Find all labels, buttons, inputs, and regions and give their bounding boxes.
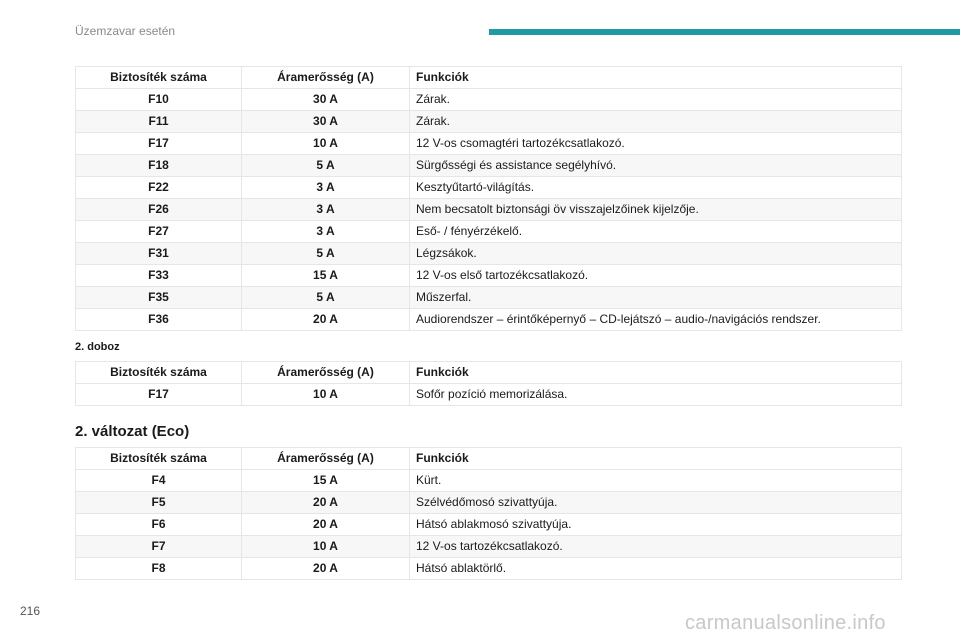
header-accent-bar: [489, 29, 960, 35]
function-cell: Kesztyűtartó-világítás.: [410, 177, 902, 199]
fuse-cell: F11: [76, 111, 242, 133]
column-header-functions: Funkciók: [410, 448, 902, 470]
amperage-cell: 20 A: [242, 514, 410, 536]
table-row: [76, 111, 902, 133]
amperage-cell: 5 A: [242, 155, 410, 177]
table-header-row: [76, 67, 902, 89]
table-row: [76, 199, 902, 221]
fuse-cell: F8: [76, 558, 242, 580]
fuse-table-1: [75, 66, 902, 331]
function-cell: Nem becsatolt biztonsági öv visszajelzőinek kijelzője.: [410, 199, 902, 221]
fuse-cell: F7: [76, 536, 242, 558]
fuse-cell: F36: [76, 309, 242, 331]
table-row: [76, 514, 902, 536]
table-row: [76, 155, 902, 177]
section-title-variant-2: 2. változat (Eco): [75, 423, 190, 440]
fuse-cell: F26: [76, 199, 242, 221]
function-cell: Légzsákok.: [410, 243, 902, 265]
function-cell: 12 V-os csomagtéri tartozékcsatlakozó.: [410, 133, 902, 155]
amperage-cell: 15 A: [242, 265, 410, 287]
fuse-table-variant-2: [75, 447, 902, 580]
column-header-amperage: Áramerősség (A): [242, 67, 410, 89]
page-number: 216: [20, 604, 41, 618]
function-cell: Eső- / fényérzékelő.: [410, 221, 902, 243]
amperage-cell: 10 A: [242, 536, 410, 558]
fuse-cell: F17: [76, 133, 242, 155]
amperage-cell: 10 A: [242, 384, 410, 406]
table-header-row: [76, 448, 902, 470]
function-cell: Audiorendszer – érintőképernyő – CD-lejátszó – audio-/navigációs rendszer.: [410, 309, 902, 331]
amperage-cell: 20 A: [242, 309, 410, 331]
column-header-fuse: Biztosíték száma: [76, 67, 242, 89]
table-row: [76, 287, 902, 309]
table-header-row: [76, 362, 902, 384]
function-cell: Kürt.: [410, 470, 902, 492]
fuse-cell: F10: [76, 89, 242, 111]
amperage-cell: 3 A: [242, 177, 410, 199]
table-row: [76, 265, 902, 287]
function-cell: Hátsó ablaktörlő.: [410, 558, 902, 580]
function-cell: Szélvédőmosó szivattyúja.: [410, 492, 902, 514]
column-header-amperage: Áramerősség (A): [242, 448, 410, 470]
column-header-functions: Funkciók: [410, 67, 902, 89]
fuse-cell: F35: [76, 287, 242, 309]
chapter-title: Üzemzavar esetén: [75, 24, 176, 38]
amperage-cell: 5 A: [242, 287, 410, 309]
box-2-label: 2. doboz: [75, 341, 120, 353]
table-row: [76, 384, 902, 406]
amperage-cell: 20 A: [242, 492, 410, 514]
function-cell: Műszerfal.: [410, 287, 902, 309]
column-header-fuse: Biztosíték száma: [76, 448, 242, 470]
function-cell: 12 V-os tartozékcsatlakozó.: [410, 536, 902, 558]
column-header-fuse: Biztosíték száma: [76, 362, 242, 384]
amperage-cell: 3 A: [242, 199, 410, 221]
table-row: [76, 309, 902, 331]
fuse-cell: F27: [76, 221, 242, 243]
fuse-cell: F5: [76, 492, 242, 514]
fuse-cell: F6: [76, 514, 242, 536]
amperage-cell: 10 A: [242, 133, 410, 155]
fuse-cell: F4: [76, 470, 242, 492]
table-row: [76, 492, 902, 514]
function-cell: Zárak.: [410, 111, 902, 133]
column-header-functions: Funkciók: [410, 362, 902, 384]
table-row: [76, 243, 902, 265]
fuse-cell: F31: [76, 243, 242, 265]
table-row: [76, 536, 902, 558]
amperage-cell: 30 A: [242, 111, 410, 133]
function-cell: Zárak.: [410, 89, 902, 111]
fuse-cell: F22: [76, 177, 242, 199]
fuse-cell: F17: [76, 384, 242, 406]
watermark: carmanualsonline.info: [685, 612, 886, 634]
table-row: [76, 177, 902, 199]
amperage-cell: 3 A: [242, 221, 410, 243]
function-cell: Sürgősségi és assistance segélyhívó.: [410, 155, 902, 177]
amperage-cell: 30 A: [242, 89, 410, 111]
amperage-cell: 15 A: [242, 470, 410, 492]
function-cell: Hátsó ablakmosó szivattyúja.: [410, 514, 902, 536]
fuse-table-box-2: [75, 361, 902, 406]
table-row: [76, 558, 902, 580]
fuse-cell: F33: [76, 265, 242, 287]
amperage-cell: 5 A: [242, 243, 410, 265]
table-row: [76, 89, 902, 111]
amperage-cell: 20 A: [242, 558, 410, 580]
function-cell: 12 V-os első tartozékcsatlakozó.: [410, 265, 902, 287]
table-row: [76, 133, 902, 155]
fuse-cell: F18: [76, 155, 242, 177]
column-header-amperage: Áramerősség (A): [242, 362, 410, 384]
table-row: [76, 470, 902, 492]
function-cell: Sofőr pozíció memorizálása.: [410, 384, 902, 406]
table-row: [76, 221, 902, 243]
